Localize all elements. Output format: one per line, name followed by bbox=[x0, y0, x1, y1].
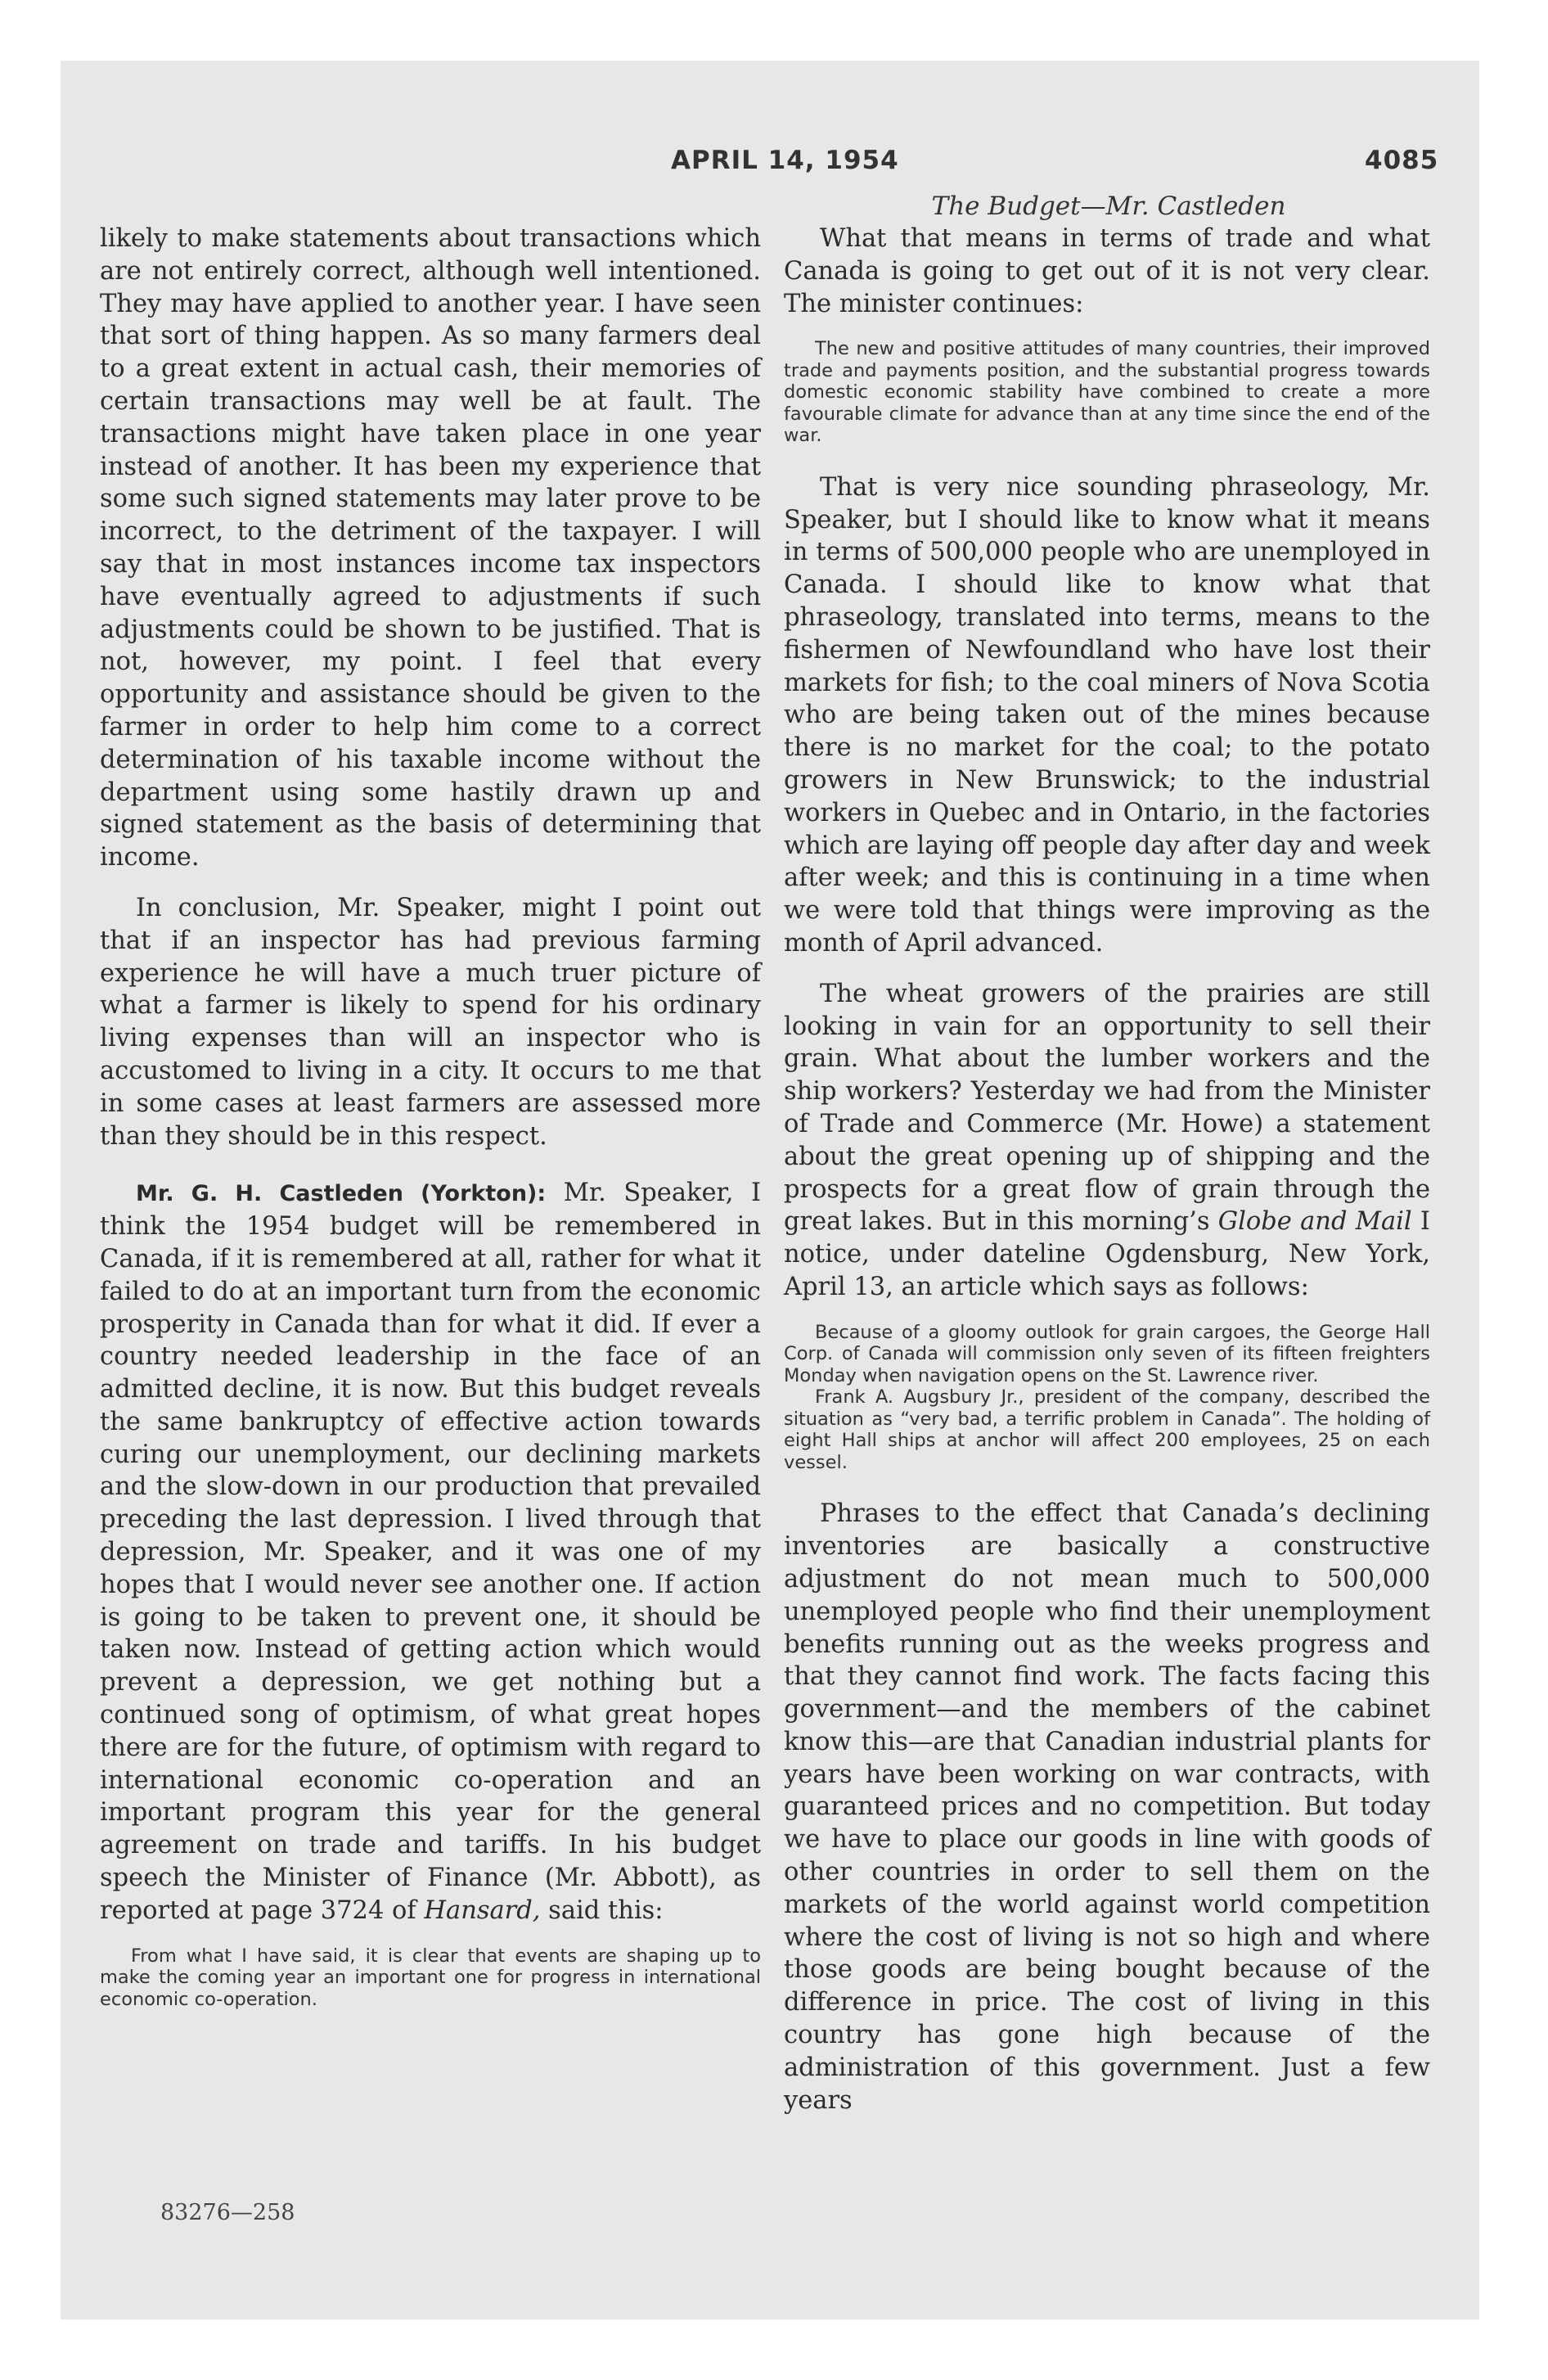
newspaper-quote-para-1: Because of a gloomy outlook for grain cargoes, the George Hall Corp. of Canada will commission only seven of its fifteen freighters Monday when navigation opens on the St. Lawrence river. bbox=[784, 1321, 1430, 1386]
left-paragraph-3 bbox=[100, 1177, 761, 1927]
right-column bbox=[784, 223, 1430, 2134]
right-paragraph-4: Phrases to the effect that Canada’s declining inventories are basically a constructive adjustment do not mean much to 500,000 unemployed people who find their unemployment benefits running out as the weeks progress and that they cannot find work. The facts facing this government—and the members of the cabinet know this—are that Canadian industrial plants for years have been working on war contracts, with guaranteed prices and no competition. But today we have to place our goods in line with goods of other countries in order to sell them on the markets of the world against world competition where the cost of living is not so high and where those goods are being bought because of the difference in price. The cost of living in this country has gone high because of the administration of this government. Just a few years bbox=[784, 1499, 1430, 2115]
newspaper-quote bbox=[784, 1322, 1430, 1474]
left-column bbox=[100, 223, 761, 2035]
running-title: The Budget—Mr. Castleden bbox=[931, 192, 1286, 221]
minister-quote-text: The new and positive attitudes of many countries, their improved trade and payments position, and the substantial progress towards domestic economic stability have combined to create a more favourable climate for advance than at any time since the end of the war. bbox=[784, 338, 1430, 447]
footer-code: 83276—258 bbox=[160, 2200, 295, 2225]
left-paragraph-3-text: Mr. Speaker, I think the 1954 budget will be remembered in Canada, if it is remembered at all, rather for what it failed to do at an important turn from the economic prosperity in Canada than for what it did. If ever a country needed leadership in the face of an admitted decline, it is now. But this budget reveals the same bankruptcy of effective action towards curing our unemployment, our declining markets and the slow-down in our production that prevailed preceding the last depression. I lived through that depression, Mr. Speaker, and it was one of my hopes that I would never see another one. If action is going to be taken to prevent one, it should be taken now. Instead of getting action which would prevent a depression, we get nothing but a continued song of optimism, of what great hopes there are for the future, of optimism with regard to international economic co-operation and an important program this year for the general agreement on trade and tariffs. In his budget speech the Minister of Finance (Mr. Abbott), as reported at page 3724 of bbox=[100, 1179, 762, 1925]
right-paragraph-3 bbox=[784, 978, 1430, 1304]
speaker-name: Mr. G. H. Castleden (Yorkton): bbox=[136, 1181, 547, 1207]
header-page-number: 4085 bbox=[1365, 146, 1439, 175]
left-paragraph-3-end: said this: bbox=[548, 1895, 664, 1925]
minister-quote bbox=[784, 338, 1430, 447]
left-paragraph-1: likely to make statements about transactions which are not entirely correct, although well intentioned. They may have applied to another year. I have seen that sort of thing happen. As so many farmers deal to a great extent in actual cash, their memories of certain transactions may well be at fault. The transactions might have taken place in one year instead of another. It has been my experience that some such signed statements may later prove to be incorrect, to the detriment of the taxpayer. I will say that in most instances income tax inspectors have eventually agreed to adjustments if such adjustments could be shown to be justified. That is not, however, my point. I feel that every opportunity and assistance should be given to the farmer in order to help him come to a correct determination of his taxable income without the department using some hastily drawn up and signed statement as the basis of determining that income. bbox=[100, 224, 761, 872]
newspaper-quote-para-2: Frank A. Augsbury Jr., president of the company, described the situation as “very bad, a terrific problem in Canada”. The holding of eight Hall ships at anchor will affect 200 employees, 25 on each vessel. bbox=[784, 1386, 1430, 1473]
right-paragraph-3-end: I notice, under dateline Ogdensburg, New York, April 13, an article which says as follows: bbox=[784, 1207, 1430, 1302]
right-paragraph-1: What that means in terms of trade and what Canada is going to get out of it is not very clear. The minister continues: bbox=[784, 224, 1430, 318]
newspaper-title: Globe and Mail bbox=[1217, 1207, 1412, 1237]
left-paragraph-2: In conclusion, Mr. Speaker, might I point out that if an inspector has had previous farming experience he will have a much truer picture of what a farmer is likely to spend for his ordinary living expenses than will an inspector who is accustomed to living in a city. It occurs to me that in some cases at least farmers are assessed more than they should be in this respect. bbox=[100, 893, 761, 1151]
budget-speech-quote bbox=[100, 1945, 761, 2011]
header-date: APRIL 14, 1954 bbox=[671, 146, 899, 175]
hansard-title: Hansard, bbox=[424, 1895, 541, 1925]
quote-text: From what I have said, it is clear that events are shaping up to make the coming year an important one for progress in international economic co-operation. bbox=[100, 1945, 761, 2010]
right-paragraph-2: That is very nice sounding phraseology, Mr. Speaker, but I should like to know what it means in terms of 500,000 people who are unemployed in Canada. I should like to know what that phraseology, translated into terms, means to the fishermen of Newfoundland who have lost their markets for fish; to the coal miners of Nova Scotia who are being taken out of the mines because there is no market for the coal; to the potato growers in New Brunswick; to the industrial workers in Quebec and in Ontario, in the factories which are laying off people day after day and week after week; and this is continuing in a time when we were told that things were improving as the month of April advanced. bbox=[784, 472, 1430, 958]
right-paragraph-3-text: The wheat growers of the prairies are still looking in vain for an opportunity to sell their grain. What about the lumber workers and the ship workers? Yesterday we had from the Minister of Trade and Commerce (Mr. Howe) a statement about the great opening up of shipping and the prospects for a great flow of grain through the great lakes. But in this morning’s bbox=[784, 979, 1430, 1237]
